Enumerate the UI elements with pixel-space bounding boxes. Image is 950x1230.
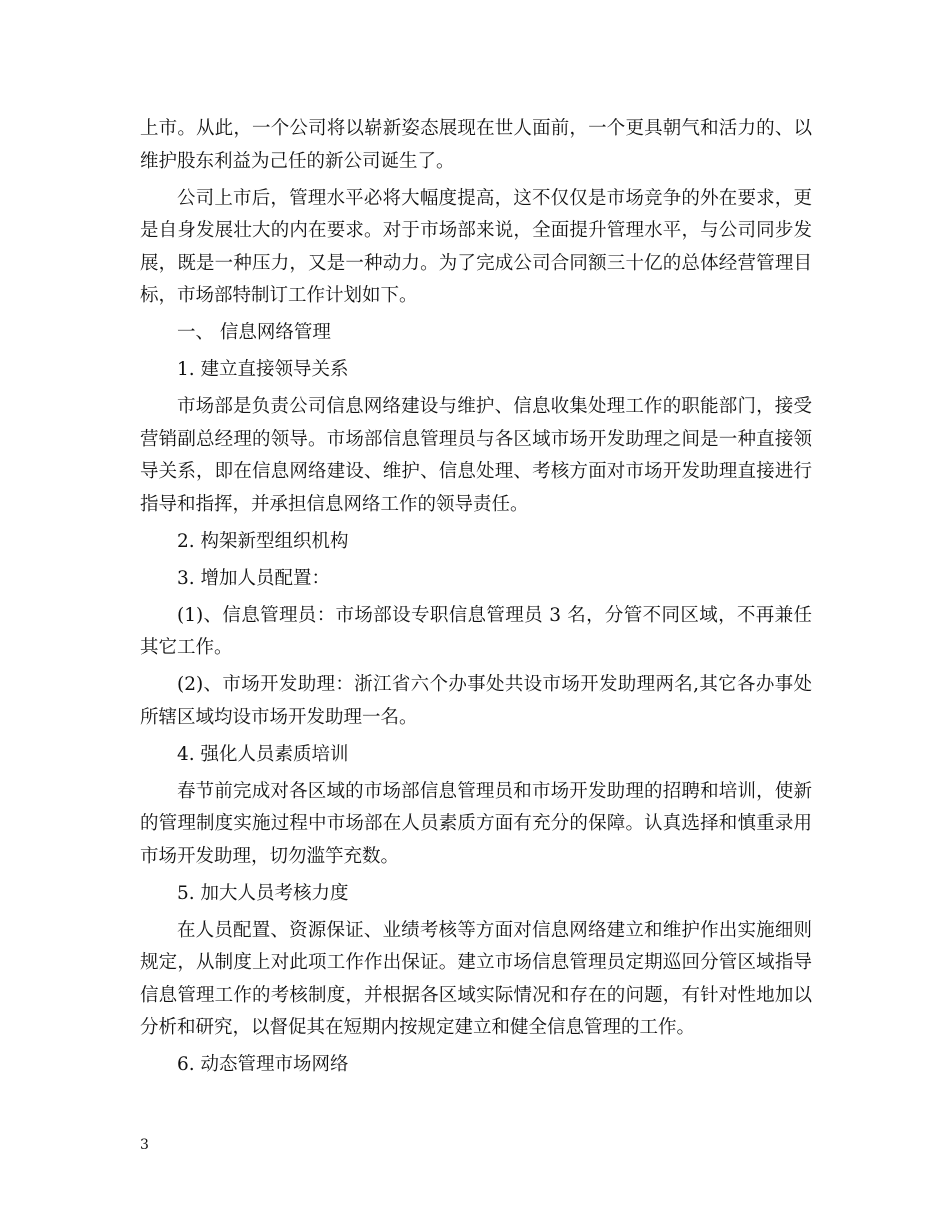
section-heading: 一、 信息网络管理: [177, 322, 331, 343]
list-item: (2)、市场开发助理：浙江省六个办事处共设市场开发助理两名,其它各办事处所辖区域均设市场开发助理一名。: [140, 674, 812, 728]
paragraph: 市场部是负责公司信息网络建设与维护、信息收集处理工作的职能部门，接受营销副总经理的领导。市场部信息管理员与各区域市场开发助理之间是一种直接领导关系，即在信息网络建设、维护、信息处理、考核方面对市场开发助理直接进行指导和指挥，并承担信息网络工作的领导责任。: [140, 396, 812, 515]
list-item: (1)、信息管理员：市场部设专职信息管理员 3 名，分管不同区域，不再兼任其它工作。: [140, 604, 812, 658]
paragraph: 在人员配置、资源保证、业绩考核等方面对信息网络建立和维护作出实施细则规定，从制度上对此项工作作出保证。建立市场信息管理员定期巡回分管区域指导信息管理工作的考核制度，并根据各区域实际情况和存在的问题，有针对性地加以分析和研究，以督促其在短期内按规定建立和健全信息管理的工作。: [140, 919, 812, 1038]
subsection-heading: 2. 构架新型组织机构: [177, 530, 349, 552]
subsection-heading: 4. 强化人员素质培训: [177, 743, 349, 765]
page-number: 3: [140, 1137, 149, 1153]
subsection-heading: 3. 增加人员配置：: [177, 567, 331, 589]
subsection-heading: 6. 动态管理市场网络: [177, 1054, 349, 1075]
paragraph: 上市。从此，一个公司将以崭新姿态展现在世人面前，一个更具朝气和活力的、以维护股东利益为己任的新公司诞生了。: [140, 118, 812, 172]
subsection-heading: 5. 加大人员考核力度: [177, 882, 349, 904]
paragraph: 春节前完成对各区域的市场部信息管理员和市场开发助理的招聘和培训，使新的管理制度实施过程中市场部在人员素质方面有充分的保障。认真选择和慎重录用市场开发助理，切勿滥竽充数。: [140, 780, 812, 867]
paragraph: 公司上市后，管理水平必将大幅度提高，这不仅仅是市场竞争的外在要求，更是自身发展壮大的内在要求。对于市场部来说，全面提升管理水平，与公司同步发展，既是一种压力，又是一种动力。为了完成公司合同额三十亿的总体经营管理目标，市场部特制订工作计划如下。: [140, 187, 812, 306]
subsection-heading: 1. 建立直接领导关系: [177, 359, 349, 380]
document-body: [140, 113, 812, 1086]
